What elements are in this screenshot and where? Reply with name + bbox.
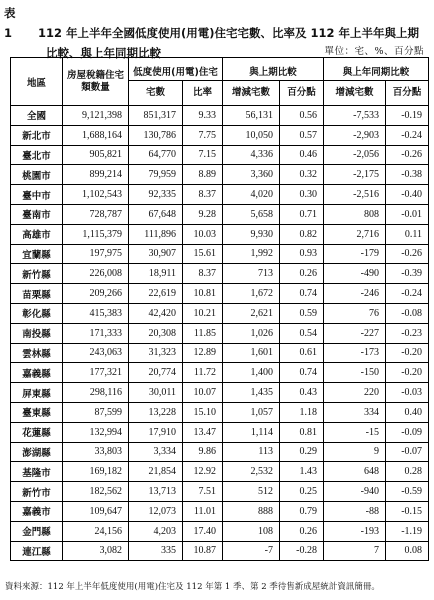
low-use-rate-cell: 10.81 [183, 284, 223, 304]
tax-units-cell: 3,082 [63, 541, 129, 561]
region-cell: 高雄市 [11, 224, 63, 244]
low-use-rate-cell: 11.01 [183, 501, 223, 521]
table-row [11, 264, 429, 284]
tax-units-cell: 209,266 [63, 284, 129, 304]
tax-units-cell: 1,115,379 [63, 224, 129, 244]
prev-change-cell: 10,050 [223, 125, 280, 145]
header-lastyear-change: 增減宅數 [324, 81, 386, 106]
prev-change-cell: 713 [223, 264, 280, 284]
lastyear-points-cell: -0.59 [386, 482, 429, 502]
prev-change-cell: 1,601 [223, 343, 280, 363]
low-use-count-cell: 13,713 [129, 482, 183, 502]
prev-change-cell: 56,131 [223, 106, 280, 126]
prev-points-cell: 0.43 [280, 383, 324, 403]
table-label: 表 1 [4, 6, 16, 40]
lastyear-change-cell: 9 [324, 442, 386, 462]
statistics-table [10, 57, 429, 561]
table-row [11, 482, 429, 502]
tax-units-cell: 1,688,164 [63, 125, 129, 145]
prev-points-cell: 0.46 [280, 145, 324, 165]
header-vs-prev: 與上期比較 [223, 58, 324, 81]
prev-points-cell: 0.81 [280, 422, 324, 442]
lastyear-points-cell: 0.08 [386, 541, 429, 561]
header-vs-lastyear: 與上年同期比較 [324, 58, 429, 81]
table-row [11, 284, 429, 304]
table-row-national [11, 106, 429, 126]
table-row [11, 442, 429, 462]
tax-units-cell: 182,562 [63, 482, 129, 502]
region-cell: 臺南市 [11, 204, 63, 224]
prev-points-cell: 0.59 [280, 303, 324, 323]
header-prev-points: 百分點 [280, 81, 324, 106]
prev-change-cell: 1,435 [223, 383, 280, 403]
table-row [11, 224, 429, 244]
region-cell: 屏東縣 [11, 383, 63, 403]
prev-points-cell: 0.25 [280, 482, 324, 502]
low-use-count-cell: 130,786 [129, 125, 183, 145]
low-use-rate-cell: 15.10 [183, 402, 223, 422]
region-cell: 桃園市 [11, 165, 63, 185]
table-body [11, 106, 429, 561]
low-use-count-cell: 17,910 [129, 422, 183, 442]
lastyear-change-cell: -2,516 [324, 185, 386, 205]
prev-change-cell: 888 [223, 501, 280, 521]
header-tax-units [63, 58, 129, 106]
tax-units-cell: 87,599 [63, 402, 129, 422]
lastyear-change-cell: -490 [324, 264, 386, 284]
lastyear-points-cell: -1.19 [386, 521, 429, 541]
table-row [11, 185, 429, 205]
region-cell: 嘉義縣 [11, 363, 63, 383]
low-use-rate-cell: 8.37 [183, 264, 223, 284]
lastyear-change-cell: 7 [324, 541, 386, 561]
lastyear-points-cell: -0.03 [386, 383, 429, 403]
prev-points-cell: 1.18 [280, 402, 324, 422]
tax-units-cell: 169,182 [63, 462, 129, 482]
lastyear-change-cell: 76 [324, 303, 386, 323]
lastyear-points-cell: 0.40 [386, 402, 429, 422]
lastyear-points-cell: -0.09 [386, 422, 429, 442]
table-row [11, 145, 429, 165]
low-use-count-cell: 335 [129, 541, 183, 561]
lastyear-change-cell: -2,056 [324, 145, 386, 165]
table-row [11, 323, 429, 343]
lastyear-change-cell: -2,903 [324, 125, 386, 145]
lastyear-points-cell: -0.26 [386, 244, 429, 264]
prev-points-cell: 0.57 [280, 125, 324, 145]
region-cell: 南投縣 [11, 323, 63, 343]
tax-units-cell: 899,214 [63, 165, 129, 185]
low-use-count-cell: 42,420 [129, 303, 183, 323]
low-use-count-cell: 67,648 [129, 204, 183, 224]
tax-units-cell: 109,647 [63, 501, 129, 521]
low-use-rate-cell: 7.75 [183, 125, 223, 145]
lastyear-points-cell: -0.40 [386, 185, 429, 205]
tax-units-cell: 905,821 [63, 145, 129, 165]
lastyear-change-cell: 2,716 [324, 224, 386, 244]
low-use-count-cell: 4,203 [129, 521, 183, 541]
tax-units-cell: 197,975 [63, 244, 129, 264]
low-use-count-cell: 111,896 [129, 224, 183, 244]
tax-units-cell: 24,156 [63, 521, 129, 541]
low-use-rate-cell: 10.87 [183, 541, 223, 561]
prev-points-cell: 0.29 [280, 442, 324, 462]
tax-units-cell: 177,321 [63, 363, 129, 383]
lastyear-points-cell: -0.24 [386, 284, 429, 304]
lastyear-points-cell: 0.11 [386, 224, 429, 244]
lastyear-change-cell: -246 [324, 284, 386, 304]
tax-units-cell: 9,121,398 [63, 106, 129, 126]
prev-change-cell: 1,026 [223, 323, 280, 343]
prev-points-cell: 0.93 [280, 244, 324, 264]
prev-points-cell: 0.56 [280, 106, 324, 126]
table-row [11, 204, 429, 224]
low-use-rate-cell: 10.07 [183, 383, 223, 403]
low-use-count-cell: 13,228 [129, 402, 183, 422]
tax-units-cell: 415,383 [63, 303, 129, 323]
region-cell: 金門縣 [11, 521, 63, 541]
lastyear-points-cell: -0.23 [386, 323, 429, 343]
lastyear-points-cell: -0.20 [386, 343, 429, 363]
prev-points-cell: 0.74 [280, 363, 324, 383]
region-cell: 彰化縣 [11, 303, 63, 323]
prev-points-cell: -0.28 [280, 541, 324, 561]
low-use-rate-cell: 7.15 [183, 145, 223, 165]
low-use-count-cell: 30,907 [129, 244, 183, 264]
lastyear-change-cell: 648 [324, 462, 386, 482]
lastyear-change-cell: -179 [324, 244, 386, 264]
lastyear-change-cell: -88 [324, 501, 386, 521]
lastyear-points-cell: -0.38 [386, 165, 429, 185]
lastyear-points-cell: -0.01 [386, 204, 429, 224]
table-row [11, 165, 429, 185]
low-use-rate-cell: 17.40 [183, 521, 223, 541]
header-low-use [129, 58, 223, 81]
low-use-rate-cell: 7.51 [183, 482, 223, 502]
low-use-count-cell: 851,317 [129, 106, 183, 126]
prev-change-cell: 4,020 [223, 185, 280, 205]
lastyear-points-cell: -0.15 [386, 501, 429, 521]
lastyear-points-cell: -0.26 [386, 145, 429, 165]
header-prev-change: 增減宅數 [223, 81, 280, 106]
lastyear-change-cell: -2,175 [324, 165, 386, 185]
region-cell: 臺東縣 [11, 402, 63, 422]
tax-units-cell: 132,994 [63, 422, 129, 442]
unit-note: 單位：宅、%、百分點 [324, 46, 424, 57]
lastyear-points-cell: -0.39 [386, 264, 429, 284]
prev-points-cell: 0.26 [280, 521, 324, 541]
region-cell: 苗栗縣 [11, 284, 63, 304]
low-use-count-cell: 64,770 [129, 145, 183, 165]
prev-points-cell: 0.74 [280, 284, 324, 304]
lastyear-change-cell: 334 [324, 402, 386, 422]
lastyear-points-cell: -0.24 [386, 125, 429, 145]
low-use-count-cell: 92,335 [129, 185, 183, 205]
header-low-use-text: 低度使用(用電)住宅 [133, 67, 218, 78]
prev-change-cell: 1,114 [223, 422, 280, 442]
low-use-rate-cell: 9.86 [183, 442, 223, 462]
low-use-count-cell: 20,308 [129, 323, 183, 343]
region-cell: 臺北市 [11, 145, 63, 165]
prev-change-cell: 1,672 [223, 284, 280, 304]
prev-change-cell: 3,360 [223, 165, 280, 185]
low-use-rate-cell: 9.33 [183, 106, 223, 126]
region-cell: 全國 [11, 106, 63, 126]
source-note: 資料來源：112 年上半年低度使用(用電)住宅及 112 年第 1 季、第 2 季待售新成屋統計資訊簡冊。 [5, 582, 380, 592]
table-row [11, 462, 429, 482]
region-cell: 連江縣 [11, 541, 63, 561]
low-use-rate-cell: 9.28 [183, 204, 223, 224]
region-cell: 臺中市 [11, 185, 63, 205]
low-use-count-cell: 3,334 [129, 442, 183, 462]
prev-change-cell: 1,057 [223, 402, 280, 422]
lastyear-change-cell: -173 [324, 343, 386, 363]
table-row [11, 303, 429, 323]
table-row [11, 343, 429, 363]
prev-change-cell: 1,992 [223, 244, 280, 264]
low-use-rate-cell: 8.89 [183, 165, 223, 185]
table-row [11, 363, 429, 383]
lastyear-change-cell: -150 [324, 363, 386, 383]
prev-change-cell: 2,532 [223, 462, 280, 482]
prev-points-cell: 0.79 [280, 501, 324, 521]
prev-change-cell: 9,930 [223, 224, 280, 244]
region-cell: 嘉義市 [11, 501, 63, 521]
low-use-rate-cell: 10.03 [183, 224, 223, 244]
region-cell: 基隆市 [11, 462, 63, 482]
prev-points-cell: 0.26 [280, 264, 324, 284]
lastyear-change-cell: -7,533 [324, 106, 386, 126]
table-row [11, 244, 429, 264]
table-row [11, 383, 429, 403]
prev-change-cell: 512 [223, 482, 280, 502]
tax-units-cell: 243,063 [63, 343, 129, 363]
prev-change-cell: 5,658 [223, 204, 280, 224]
low-use-rate-cell: 8.37 [183, 185, 223, 205]
region-cell: 新北市 [11, 125, 63, 145]
lastyear-points-cell: 0.28 [386, 462, 429, 482]
low-use-rate-cell: 13.47 [183, 422, 223, 442]
prev-change-cell: -7 [223, 541, 280, 561]
tax-units-cell: 728,787 [63, 204, 129, 224]
low-use-count-cell: 22,619 [129, 284, 183, 304]
low-use-count-cell: 79,959 [129, 165, 183, 185]
prev-points-cell: 0.32 [280, 165, 324, 185]
region-cell: 澎湖縣 [11, 442, 63, 462]
region-cell: 宜蘭縣 [11, 244, 63, 264]
low-use-rate-cell: 11.85 [183, 323, 223, 343]
prev-points-cell: 0.71 [280, 204, 324, 224]
tax-units-cell: 1,102,543 [63, 185, 129, 205]
lastyear-points-cell: -0.07 [386, 442, 429, 462]
low-use-rate-cell: 11.72 [183, 363, 223, 383]
header-tax-units-text: 房屋稅籍住宅類數量 [66, 69, 124, 93]
table-row [11, 541, 429, 561]
prev-change-cell: 113 [223, 442, 280, 462]
title-line-1: 112 年上半年全國低度使用(用電)住宅宅數、比率及 112 年上半年與上期 [38, 26, 420, 40]
region-cell: 花蓮縣 [11, 422, 63, 442]
tax-units-cell: 33,803 [63, 442, 129, 462]
lastyear-change-cell: -227 [324, 323, 386, 343]
prev-points-cell: 1.43 [280, 462, 324, 482]
low-use-count-cell: 21,854 [129, 462, 183, 482]
lastyear-points-cell: -0.19 [386, 106, 429, 126]
table-row [11, 521, 429, 541]
lastyear-change-cell: -940 [324, 482, 386, 502]
lastyear-change-cell: -193 [324, 521, 386, 541]
low-use-rate-cell: 10.21 [183, 303, 223, 323]
low-use-count-cell: 30,011 [129, 383, 183, 403]
table-row [11, 501, 429, 521]
low-use-count-cell: 20,774 [129, 363, 183, 383]
region-cell: 雲林縣 [11, 343, 63, 363]
lastyear-change-cell: -15 [324, 422, 386, 442]
lastyear-change-cell: 220 [324, 383, 386, 403]
table-row [11, 125, 429, 145]
low-use-count-cell: 31,323 [129, 343, 183, 363]
table-row [11, 422, 429, 442]
low-use-count-cell: 18,911 [129, 264, 183, 284]
tax-units-cell: 298,116 [63, 383, 129, 403]
prev-change-cell: 108 [223, 521, 280, 541]
lastyear-points-cell: -0.20 [386, 363, 429, 383]
header-region: 地區 [11, 58, 63, 106]
prev-points-cell: 0.61 [280, 343, 324, 363]
low-use-rate-cell: 12.89 [183, 343, 223, 363]
prev-points-cell: 0.82 [280, 224, 324, 244]
table-row [11, 402, 429, 422]
prev-change-cell: 4,336 [223, 145, 280, 165]
region-cell: 新竹市 [11, 482, 63, 502]
lastyear-change-cell: 808 [324, 204, 386, 224]
tax-units-cell: 171,333 [63, 323, 129, 343]
prev-points-cell: 0.30 [280, 185, 324, 205]
low-use-count-cell: 12,073 [129, 501, 183, 521]
low-use-rate-cell: 15.61 [183, 244, 223, 264]
tax-units-cell: 226,008 [63, 264, 129, 284]
header-lastyear-points: 百分點 [386, 81, 429, 106]
prev-points-cell: 0.54 [280, 323, 324, 343]
lastyear-points-cell: -0.08 [386, 303, 429, 323]
region-cell: 新竹縣 [11, 264, 63, 284]
header-low-use-count: 宅數 [129, 81, 183, 106]
prev-change-cell: 1,400 [223, 363, 280, 383]
header-low-use-rate: 比率 [183, 81, 223, 106]
prev-change-cell: 2,621 [223, 303, 280, 323]
title-line-2: 比較、與上年同期比較 [46, 46, 161, 60]
low-use-rate-cell: 12.92 [183, 462, 223, 482]
